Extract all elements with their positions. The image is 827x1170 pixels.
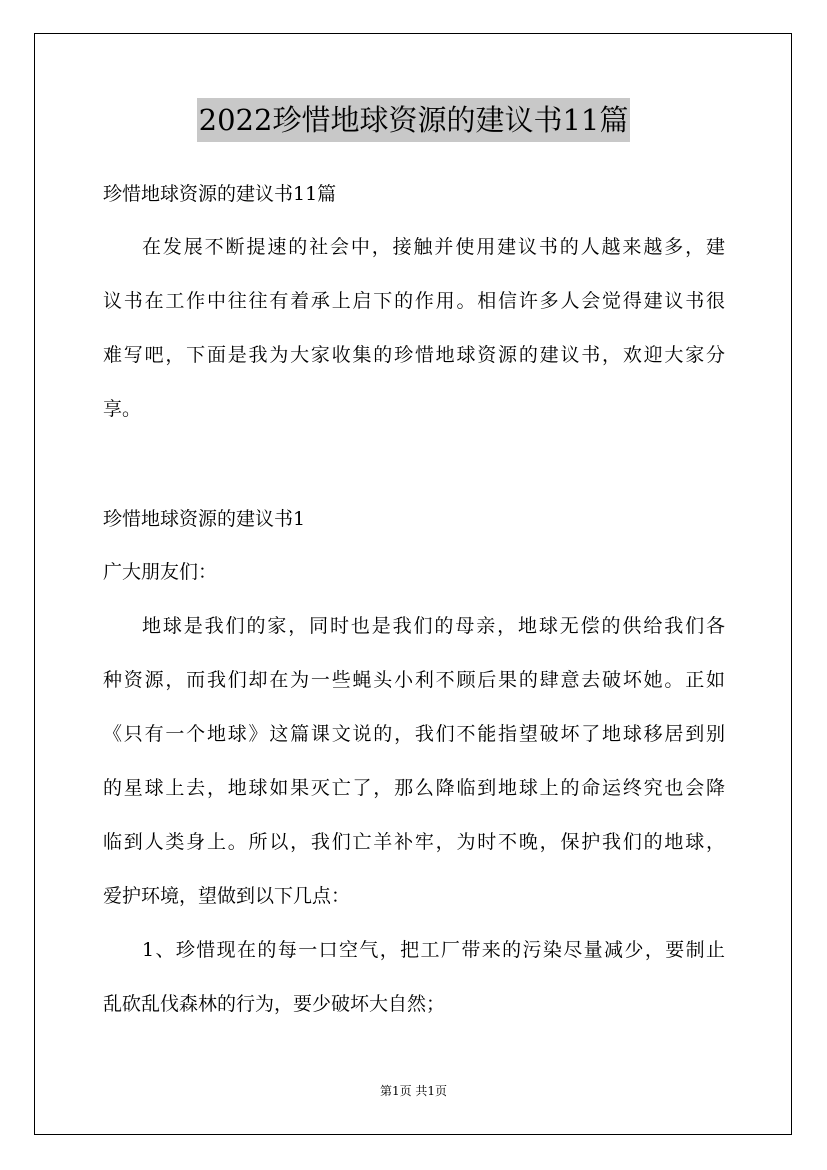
body-line-5: 临到人类身上。所以，我们亡羊补牢，为时不晚，保护我们的地球， bbox=[103, 831, 725, 853]
body-line-1: 地球是我们的家，同时也是我们的母亲，地球无偿的供给我们各 bbox=[142, 615, 725, 637]
body-line-4: 的星球上去，地球如果灭亡了，那么降临到地球上的命运终究也会降 bbox=[103, 777, 725, 799]
body-line-3: 《只有一个地球》这篇课文说的，我们不能指望破坏了地球移居到别 bbox=[103, 723, 725, 745]
salutation: 广大朋友们： bbox=[103, 561, 218, 583]
body-line-6: 爱护环境，望做到以下几点： bbox=[103, 885, 351, 907]
intro-line-4: 享。 bbox=[103, 398, 142, 420]
document-title: 2022珍惜地球资源的建议书11篇 bbox=[197, 98, 631, 142]
intro-line-2: 议书在工作中往往有着承上启下的作用。相信许多人会觉得建议书很 bbox=[103, 290, 725, 312]
point-1-line-2: 乱砍乱伐森林的行为，要少破坏大自然； bbox=[103, 993, 446, 1015]
title-container bbox=[0, 98, 827, 142]
intro-line-3: 难写吧，下面是我为大家收集的珍惜地球资源的建议书，欢迎大家分 bbox=[103, 344, 725, 366]
intro-line-1: 在发展不断提速的社会中，接触并使用建议书的人越来越多，建 bbox=[142, 236, 725, 258]
page-footer: 第1页 共1页 bbox=[379, 1084, 448, 1098]
body-line-2: 种资源，而我们却在为一些蝇头小利不顾后果的肆意去破坏她。正如 bbox=[103, 669, 725, 691]
section-heading: 珍惜地球资源的建议书1 bbox=[103, 508, 306, 530]
document-subtitle: 珍惜地球资源的建议书11篇 bbox=[103, 183, 337, 205]
point-1-line-1: 1、珍惜现在的每一口空气，把工厂带来的污染尽量减少，要制止 bbox=[142, 939, 725, 961]
